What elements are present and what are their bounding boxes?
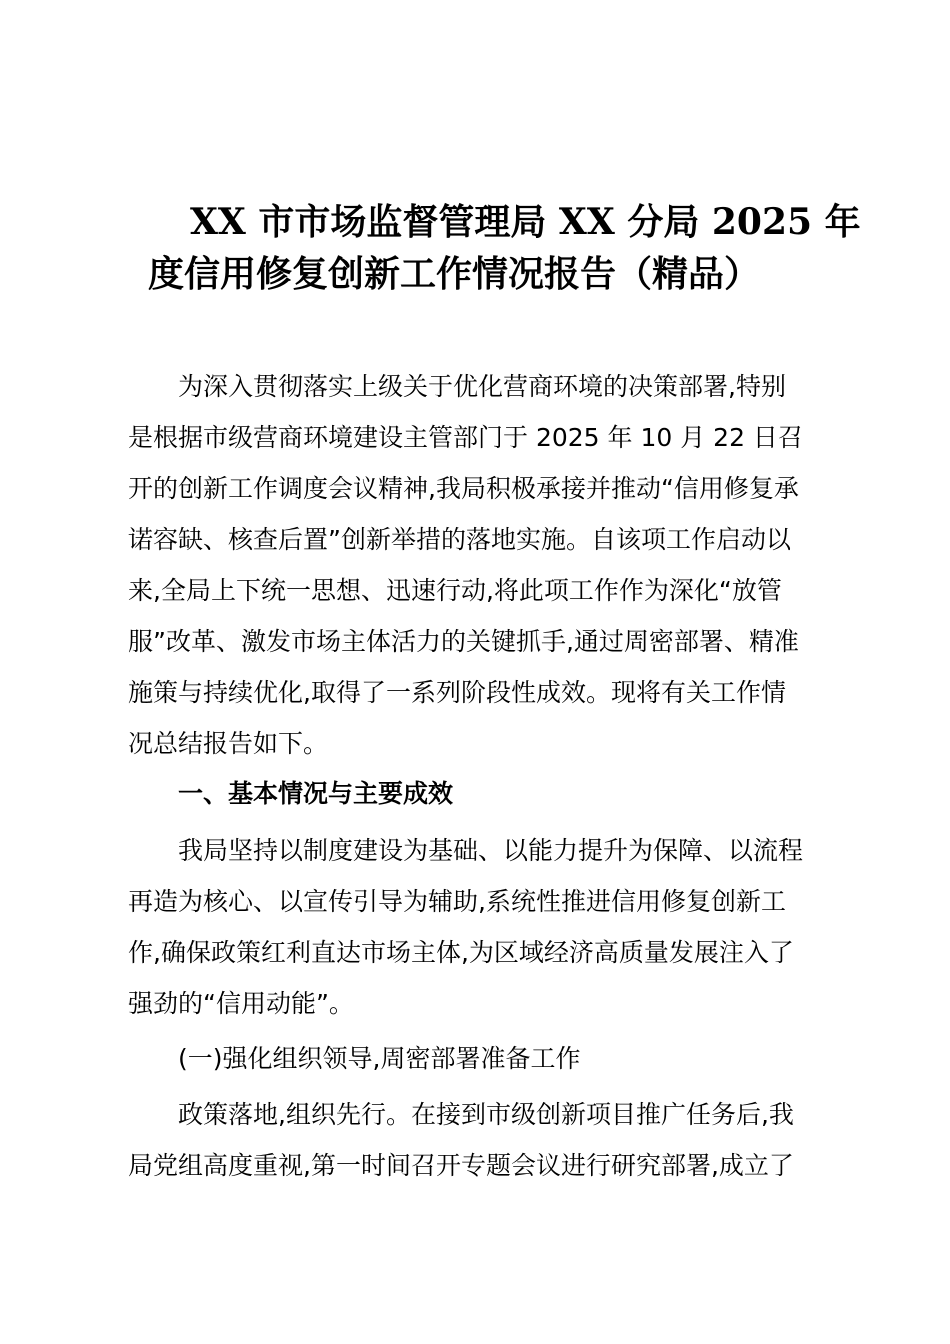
- paragraph-line: 再造为核心、以宣传引导为辅助,系统性推进信用修复创新工: [128, 887, 786, 916]
- paragraph-line: 强劲的“信用动能”。: [128, 989, 354, 1018]
- section-heading: [128, 768, 823, 819]
- paragraph-line: 是根据市级营商环境建设主管部门于 2025 年 10 月 22 日召: [128, 423, 803, 452]
- paragraph-line: 况总结报告如下。: [128, 729, 329, 758]
- paragraph-line: 为深入贯彻落实上级关于优化营商环境的决策部署,特别: [178, 372, 786, 401]
- subsection-heading-text: (一)强化组织领导,周密部署准备工作: [178, 1044, 581, 1073]
- paragraph-line: 作,确保政策红利直达市场主体,为区域经济高质量发展注入了: [128, 938, 794, 967]
- paragraph-line: 来,全局上下统一思想、迅速行动,将此项工作作为深化“放管: [128, 576, 782, 605]
- paragraph-line: 政策落地,组织先行。在接到市级创新项目推广任务后,我: [178, 1100, 794, 1129]
- section-paragraph: [128, 825, 823, 1029]
- intro-paragraph: [128, 361, 823, 769]
- paragraph-line: 局党组高度重视,第一时间召开专题会议进行研究部署,成立了: [128, 1151, 794, 1180]
- paragraph-line: 我局坚持以制度建设为基础、以能力提升为保障、以流程: [178, 836, 804, 865]
- title-line: XX 市市场监督管理局 XX 分局 2025 年: [190, 201, 861, 243]
- paragraph-line: 开的创新工作调度会议精神,我局积极承接并推动“信用修复承: [128, 474, 799, 503]
- subsection-paragraph: [128, 1089, 823, 1191]
- section-heading-text: 一、基本情况与主要成效: [178, 779, 454, 808]
- document-title: [128, 196, 861, 300]
- paragraph-line: 施策与持续优化,取得了一系列阶段性成效。现将有关工作情: [128, 678, 786, 707]
- title-line: 度信用修复创新工作情况报告（精品）: [148, 253, 761, 295]
- paragraph-line: 诺容缺、核查后置”创新举措的落地实施。自该项工作启动以: [128, 525, 791, 554]
- paragraph-line: 服”改革、激发市场主体活力的关键抓手,通过周密部署、精准: [128, 627, 799, 656]
- subsection-heading: [128, 1033, 823, 1084]
